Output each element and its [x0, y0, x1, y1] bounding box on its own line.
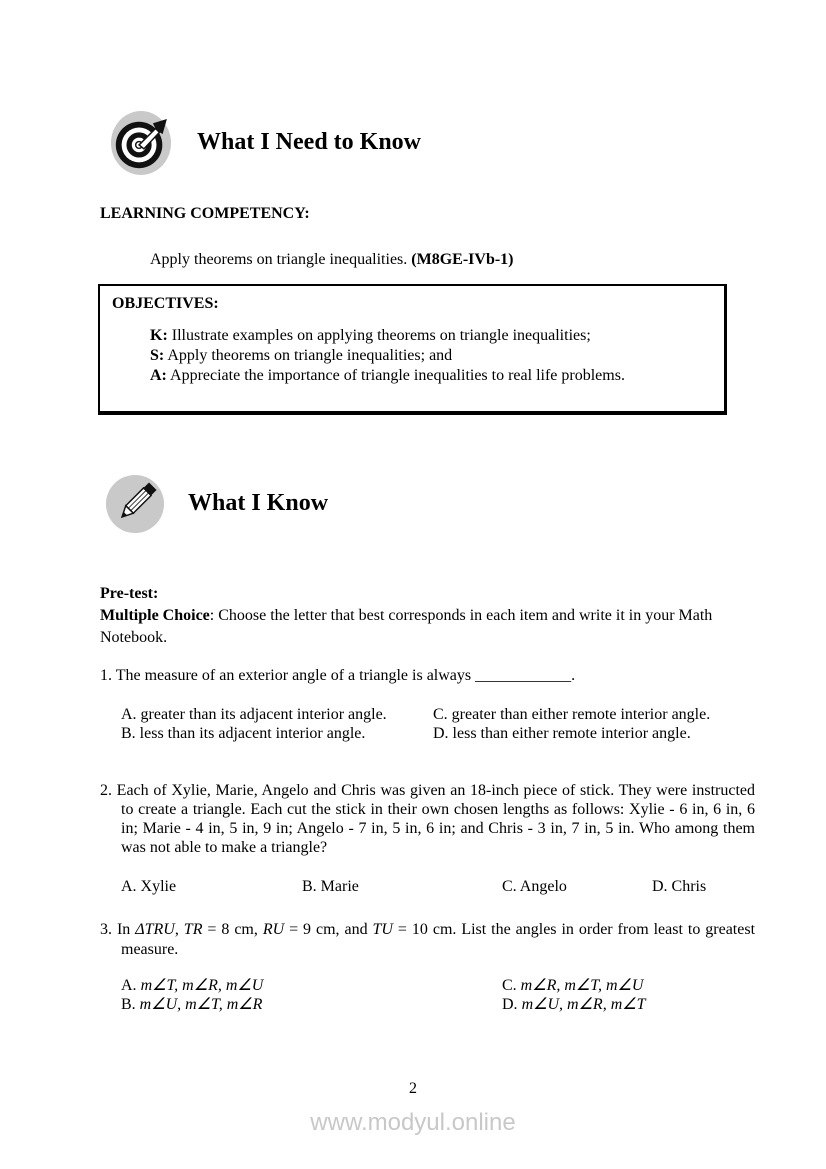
pretest-instruction	[100, 605, 734, 649]
q3-option-b	[121, 995, 502, 1014]
question-2-options	[121, 877, 761, 896]
q2-option-b: B. Marie	[302, 878, 359, 895]
q3-side-tu: TU	[372, 921, 393, 938]
q3-option-c-label: C.	[502, 977, 521, 994]
target-dartboard-icon	[110, 110, 172, 176]
q3-option-a	[121, 976, 502, 995]
objectives-list	[150, 326, 710, 386]
q3-option-b-label: B.	[121, 996, 140, 1013]
q3-option-d-label: D.	[502, 996, 522, 1013]
objective-label-s: S:	[150, 347, 165, 364]
pretest-intro	[100, 583, 734, 649]
section-title-what-i-need-to-know: What I Need to Know	[197, 129, 422, 155]
q3-option-a-math: m∠T, m∠R, m∠U	[140, 977, 264, 994]
q1-option-b: B. less than its adjacent interior angle.	[121, 725, 366, 742]
q3-seg-6: = 9 cm, and	[284, 921, 373, 938]
q1-option-a: A. greater than its adjacent interior angle.	[121, 706, 387, 723]
page-number: 2	[409, 1080, 417, 1097]
q3-side-tr: TR	[183, 921, 203, 938]
objective-text-s: Apply theorems on triangle inequalities; and	[164, 347, 453, 364]
objective-item-k	[150, 326, 710, 346]
question-3-options	[121, 976, 761, 1014]
competency-code: (M8GE-IVb-1)	[411, 251, 514, 268]
q3-option-d	[502, 995, 761, 1014]
objective-label-a: A:	[150, 367, 167, 384]
q3-seg-4: = 8 cm,	[202, 921, 263, 938]
watermark-url: www.modyul.online	[310, 1109, 516, 1136]
objectives-box	[98, 284, 727, 415]
learning-competency-heading: LEARNING COMPETENCY:	[100, 205, 310, 222]
q1-option-c: C. greater than either remote interior angle.	[433, 706, 711, 723]
q3-option-c-math: m∠R, m∠T, m∠U	[520, 977, 644, 994]
q3-triangle-name: ΔTRU	[135, 921, 175, 938]
question-1-options	[121, 705, 741, 743]
instruction-rest: : Choose the letter that best corresponds in each item and write it in your Math Notebook.	[100, 607, 713, 646]
objective-item-s	[150, 346, 710, 366]
q3-option-c	[502, 976, 761, 995]
question-3-text	[100, 920, 755, 960]
q3-side-ru: RU	[262, 921, 285, 938]
q3-seg-2: ,	[174, 921, 184, 938]
q3-option-b-math: m∠U, m∠T, m∠R	[139, 996, 263, 1013]
objective-text-k: Illustrate examples on applying theorems on triangle inequalities;	[167, 327, 591, 344]
objective-label-k: K:	[150, 327, 168, 344]
question-1-text: 1. The measure of an exterior angle of a triangle is always ____________.	[100, 667, 576, 684]
q3-option-a-label: A.	[121, 977, 141, 994]
competency-statement: Apply theorems on triangle inequalities.	[150, 251, 412, 268]
q2-option-a: A. Xylie	[121, 878, 177, 895]
q3-seg-0: 3. In	[100, 921, 136, 938]
objective-item-a	[150, 366, 710, 386]
q3-seg-8: = 10 cm. List the angles in order from least to greatest measure.	[121, 921, 756, 958]
q3-option-d-math: m∠U, m∠R, m∠T	[521, 996, 646, 1013]
pencil-icon	[104, 474, 166, 534]
q2-option-c: C. Angelo	[502, 878, 567, 895]
q2-option-d: D. Chris	[652, 878, 707, 895]
learning-competency-text	[150, 250, 514, 269]
instruction-bold: Multiple Choice	[100, 607, 210, 624]
pretest-heading: Pre-test:	[100, 585, 159, 602]
section-title-what-i-know: What I Know	[188, 490, 329, 516]
objective-text-a: Appreciate the importance of triangle inequalities to real life problems.	[166, 367, 625, 384]
objectives-heading: OBJECTIVES:	[112, 295, 219, 312]
q1-option-d: D. less than either remote interior angle.	[433, 725, 691, 742]
question-2-text: 2. Each of Xylie, Marie, Angelo and Chris was given an 18-inch piece of stick. They were instructed to create a triangle. Each cut the stick in their own chosen lengths as follows: Xylie - 6 in, 6 in, 6 in; Marie - 4 in, 5 in, 9 in; Angelo - 7 in, 5 in, 6 in; and Chris - 3 in, 7 in, 5 in. Who among them was not able to make a triangle?	[100, 782, 755, 856]
